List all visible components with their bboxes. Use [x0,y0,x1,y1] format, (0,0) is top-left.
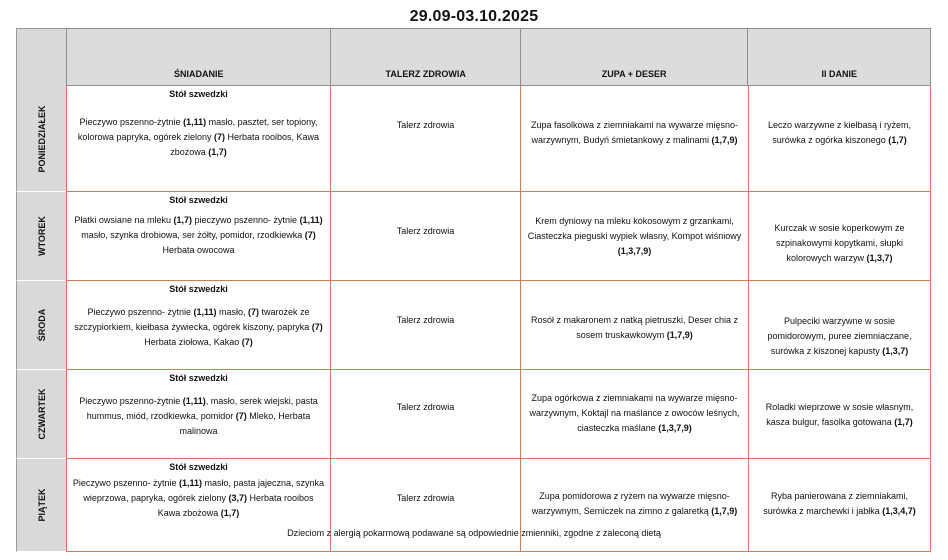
breakfast-text [71,213,326,258]
dish-text: Herbata owocowa [162,245,235,255]
soup-text [525,313,744,343]
dish-text: Leczo warzywne z kiełbasą i ryżem, surówka z ogórka kiszonego [767,120,912,145]
allergen-code: (1,7,9) [666,330,693,340]
soup-cell [521,281,749,370]
day-row [16,370,931,459]
page-title: 29.09-03.10.2025 [409,8,539,25]
soup-cell [521,86,749,192]
dish-text: , masło, serek wiejski, pasta hummus, miód, rzodkiewka, pomidor [86,396,318,421]
day-label: PIĄTEK [16,459,66,552]
day-label: WTOREK [16,192,66,281]
dish-text: Kurczak w sosie koperkowym ze szpinakowymi kopytkami, słupki kolorowych warzyw [774,223,905,263]
main-course-text [755,221,924,266]
allergen-code: (1,7) [894,417,913,427]
dish-text: Zupa fasolkowa z ziemniakami na wywarze mięsno-warzywnym, Budyń śmietankowy z malinami [530,120,739,145]
main-course-cell [749,370,931,459]
allergen-code: (1,11) [183,117,207,127]
allergen-code: (1,11) [193,307,217,317]
day-label: CZWARTEK [16,370,66,459]
allergen-code: (7) [311,322,323,332]
day-row [16,86,931,192]
day-row [16,459,931,552]
header-main-course: II DANIE [821,69,857,79]
soup-text [525,391,744,436]
soup-cell [521,370,749,459]
health-plate-cell [331,192,521,281]
menu-table [16,28,931,524]
dish-text: Pulpeciki warzywne w sosie pomidorowym, puree ziemniaczane, surówka z kiszonej kapusty [767,316,912,356]
allergen-code: (7) [304,230,316,240]
dish-text: Płatki owsiane na mleku [74,215,174,225]
header-health-plate: TALERZ ZDROWIA [331,29,521,85]
dish-text: Zupa pomidorowa z ryżem na wywarze mięsno-warzywnym, Serniczek na zimno z galaretką [531,491,730,516]
dish-text: Pieczywo pszenno- żytnie [72,478,179,488]
breakfast-cell [66,459,331,552]
allergen-code: (1,3,4,7) [882,506,916,516]
allergen-code: (1,7) [173,215,192,225]
allergen-code: (1,7) [208,147,227,157]
allergen-code: (1,11) [182,396,206,406]
header-breakfast: ŚNIADANIE [67,29,331,85]
health-plate-text: Talerz zdrowia [396,120,455,130]
dish-text: masło, [216,307,249,317]
health-plate-text: Talerz zdrowia [396,226,455,236]
allergen-code: (1,3,7,9) [617,246,652,256]
breakfast-cell [66,370,331,459]
health-plate-text: Talerz zdrowia [396,493,455,503]
dish-text: Zupa ogórkowa z ziemniakami na wywarze mięsno-warzywnym, Koktajl na maślance z owoców leśnych, ciasteczka maślane [529,393,740,433]
main-course-cell [749,192,931,281]
main-course-cell [749,86,931,192]
day-label: ŚRODA [16,281,66,370]
buffet-title: Stół szwedzki [169,195,228,205]
day-row [16,192,931,281]
main-course-text [755,314,924,359]
allergen-code: (7) [214,132,225,142]
allergen-code: (1,3,7) [866,253,893,263]
soup-text [525,118,744,148]
health-plate-cell [331,86,521,192]
dish-text: masło, pasztet, ser topiony, kolorowa papryka, ogórek zielony [77,117,318,142]
day-label: PONIEDZIAŁEK [16,86,66,192]
health-plate-cell [331,459,521,552]
allergen-code: (7) [248,307,260,317]
main-course-cell [749,281,931,370]
health-plate-cell [331,370,521,459]
header-soup-dessert: ZUPA + DESER [521,29,748,85]
allergen-code: (7) [241,337,253,347]
soup-text [525,214,744,259]
buffet-title: Stół szwedzki [169,284,228,294]
allergen-code: (1,11) [299,215,323,225]
breakfast-text [71,115,326,160]
dish-text: Mleko, Herbata malinowa [179,411,311,436]
health-plate-text: Talerz zdrowia [396,315,455,325]
allergen-code: (3,7) [228,493,248,503]
buffet-title: Stół szwedzki [169,89,228,99]
breakfast-text [71,476,326,521]
allergen-code: (1,11) [178,478,202,488]
buffet-title: Stół szwedzki [169,462,228,472]
soup-cell [521,459,749,552]
dish-text: Pieczywo pszenno-żytnie [79,117,184,127]
corner-cell [16,28,66,86]
dish-text: Roladki wieprzowe w sosie własnym, kasza bulgur, fasolka gotowana [765,402,914,427]
dish-text: Pieczywo pszenno-żytnie [79,396,183,406]
allergen-code: (1,3,7,9) [658,423,692,433]
health-plate-cell [331,281,521,370]
buffet-title: Stół szwedzki [169,373,228,383]
breakfast-text [71,394,326,439]
dish-text: Pieczywo pszenno- żytnie [87,307,194,317]
soup-cell [521,192,749,281]
allergen-code: (7) [235,411,247,421]
main-course-text [755,489,924,519]
main-course-text [755,118,924,148]
breakfast-cell [66,192,331,281]
allergen-code: (1,3,7) [882,346,909,356]
breakfast-cell [66,281,331,370]
main-course-text [755,400,924,430]
header-row [66,28,931,86]
dish-text: Ryba panierowana z ziemniakami, surówka z marchewki i jabłka [763,491,909,516]
allergen-code: (1,7) [888,135,907,145]
allergen-code: (1,7,9) [711,506,738,516]
health-plate-text: Talerz zdrowia [396,402,455,412]
dish-text: masło, pasta jajeczna, szynka wieprzowa, papryka, ogórek zielony [83,478,325,503]
dish-text: Herbata ziołowa, Kakao [144,337,242,347]
dish-text: Rosół z makaronem z natką pietruszki, Deser chia z sosem truskawkowym [530,315,739,340]
dish-text: Herbata rooibos, Kawa zbożowa [170,132,320,157]
allergy-note: Dzieciom z alergią pokarmową podawane są odpowiednie zmienniki, zgodne z zaleconą dietą [287,528,661,538]
day-row [16,281,931,370]
allergen-code: (1,7,9) [711,135,738,145]
dish-text: masło, szynka drobiowa, ser żółty, pomidor, rzodkiewka [81,230,305,240]
dish-text: Krem dyniowy na mleku kokosowym z grzankami, Ciasteczka pieguski wypiek własny, Kompot wiśniowy [527,216,742,241]
dish-text: Herbata rooibos Kawa zbożowa [157,493,314,518]
breakfast-cell [66,86,331,192]
soup-text [525,489,744,519]
breakfast-text [71,305,326,350]
dish-text: pieczywo pszenno- żytnie [192,215,300,225]
dish-text: twarożek ze szczypiorkiem, kiełbasa żywiecka, ogórek kiszony, papryka [74,307,312,332]
main-course-cell [749,459,931,552]
allergen-code: (1,7) [220,508,240,518]
